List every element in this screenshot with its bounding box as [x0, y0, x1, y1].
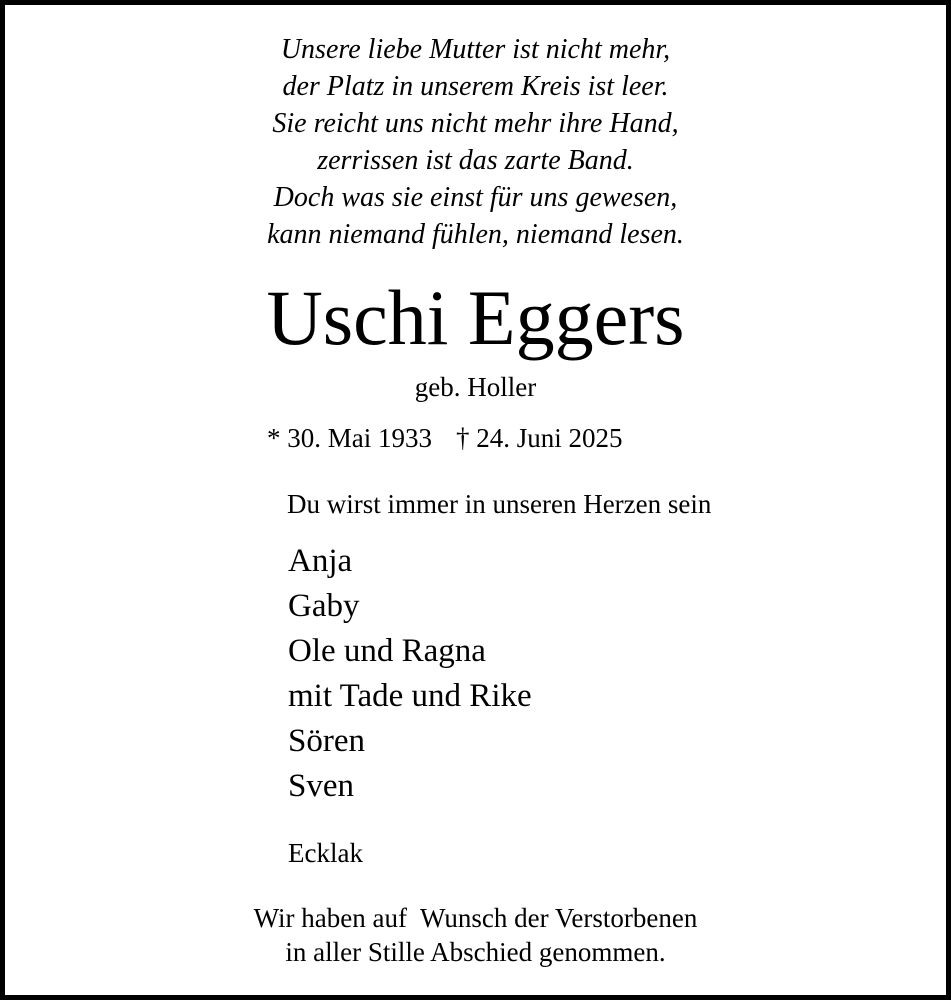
maiden-name: geb. Holler [414, 372, 537, 402]
mourner-name: mit Tade und Rike [288, 678, 532, 714]
farewell-line: Du wirst immer in unseren Herzen sein [287, 489, 712, 519]
closing-line: Wir haben auf Wunsch der Verstorbenen [253, 903, 698, 933]
poem-line: kann niemand fühlen, niemand lesen. [267, 219, 684, 250]
birth-date: * 30. Mai 1933 [267, 423, 432, 453]
closing-line: in aller Stille Abschied genommen. [285, 937, 666, 967]
memorial-poem [5, 31, 946, 253]
mourner-name: Ole und Ragna [288, 633, 486, 669]
mourner-name: Gaby [288, 588, 360, 624]
deceased-name: Uschi Eggers [266, 274, 685, 361]
poem-line: Unsere liebe Mutter ist nicht mehr, [280, 34, 671, 65]
mourner-name: Sören [288, 723, 365, 759]
place-name: Ecklak [288, 838, 363, 868]
closing-statement [5, 901, 946, 969]
poem-line: Doch was sie einst für uns gewesen, [273, 182, 678, 213]
mourner-name: Sven [288, 768, 354, 804]
poem-line: der Platz in unserem Kreis ist leer. [282, 71, 669, 102]
death-date: † 24. Juni 2025 [456, 423, 623, 453]
life-dates [267, 421, 623, 455]
poem-line: Sie reicht uns nicht mehr ihre Hand, [272, 108, 679, 139]
mourners-list [288, 539, 532, 809]
mourner-name: Anja [288, 543, 353, 579]
poem-line: zerrissen ist das zarte Band. [317, 145, 634, 176]
